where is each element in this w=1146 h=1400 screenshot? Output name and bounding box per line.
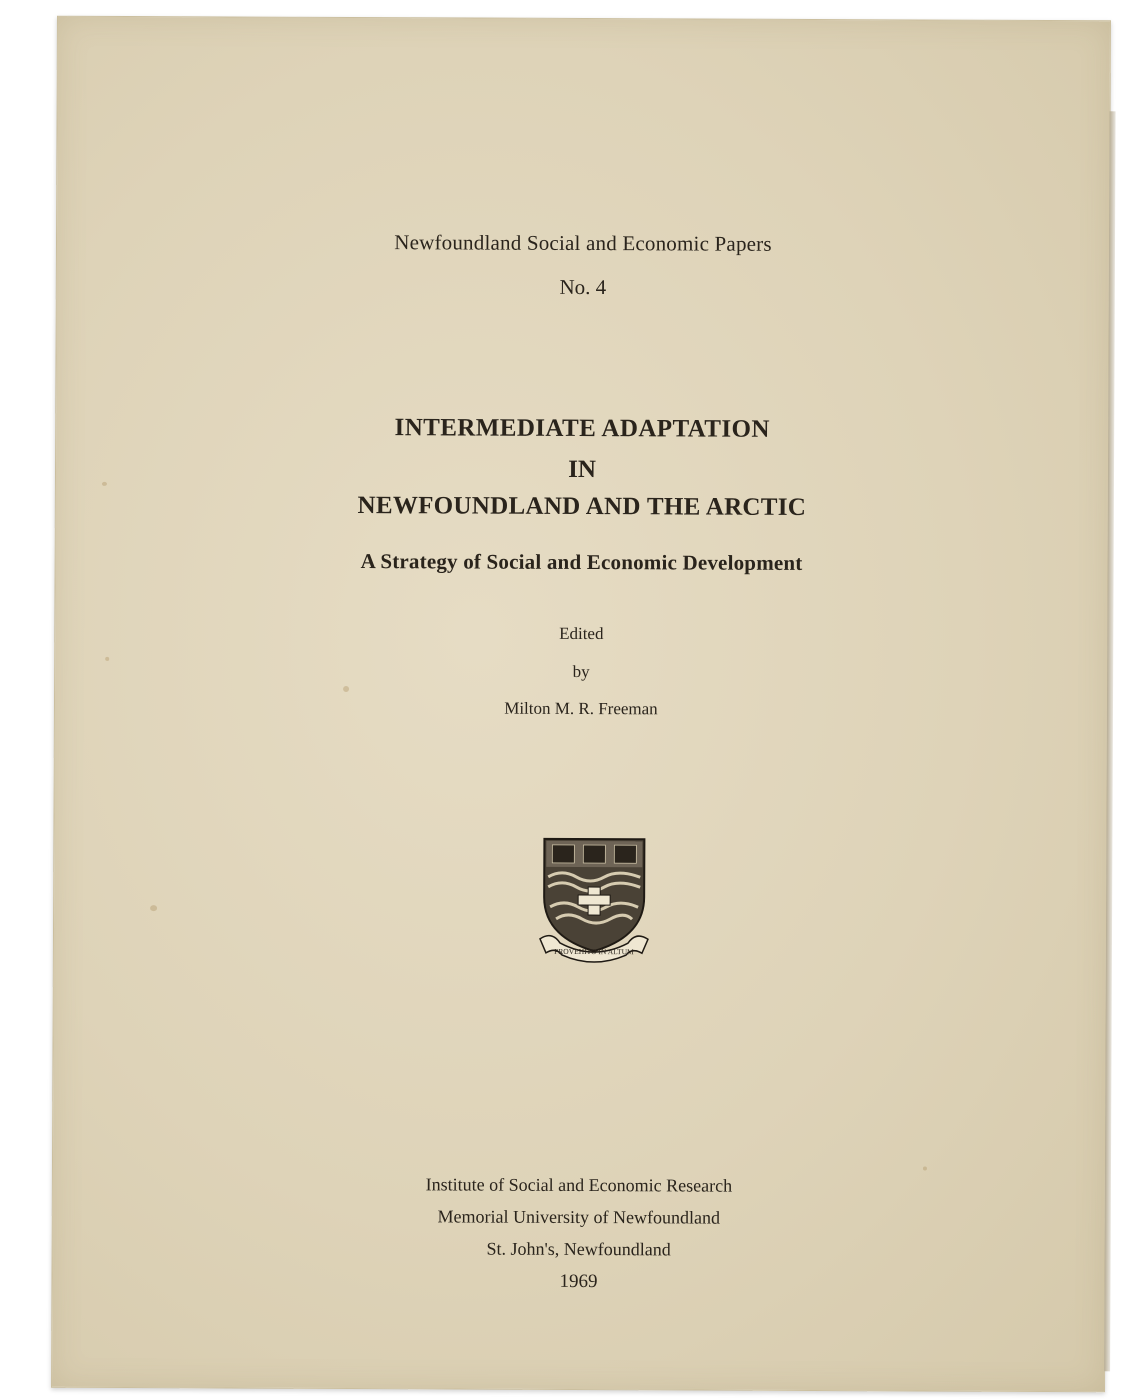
foxing-spot bbox=[343, 686, 349, 692]
series-title: Newfoundland Social and Economic Papers bbox=[394, 230, 772, 256]
crest-cross-horizontal bbox=[578, 895, 610, 905]
publication-year: 1969 bbox=[559, 1270, 598, 1293]
foxing-spot bbox=[150, 905, 157, 911]
book-cover bbox=[51, 16, 1111, 1393]
publisher-line-2: Memorial University of Newfoundland bbox=[437, 1206, 721, 1228]
publisher-line-3: St. John's, Newfoundland bbox=[486, 1238, 671, 1260]
editor-name: Milton M. R. Freeman bbox=[504, 698, 658, 719]
foxing-spot bbox=[102, 482, 107, 486]
title-line-1: INTERMEDIATE ADAPTATION bbox=[394, 414, 770, 443]
edited-label: Edited bbox=[559, 623, 604, 644]
university-crest-icon bbox=[538, 835, 651, 963]
title-line-3: NEWFOUNDLAND AND THE ARCTIC bbox=[357, 492, 807, 521]
crest-charge-center bbox=[583, 845, 605, 863]
crest-charge-right bbox=[614, 845, 636, 863]
crest-motto: PROVEHITO IN ALTUM bbox=[554, 946, 634, 957]
foxing-spot bbox=[923, 1166, 927, 1170]
title-line-2: IN bbox=[568, 455, 596, 484]
by-label: by bbox=[572, 661, 590, 682]
crest-charge-left bbox=[552, 845, 574, 863]
series-number: No. 4 bbox=[559, 274, 607, 300]
publisher-line-1: Institute of Social and Economic Research bbox=[425, 1174, 733, 1196]
subtitle: A Strategy of Social and Economic Development bbox=[360, 549, 803, 575]
